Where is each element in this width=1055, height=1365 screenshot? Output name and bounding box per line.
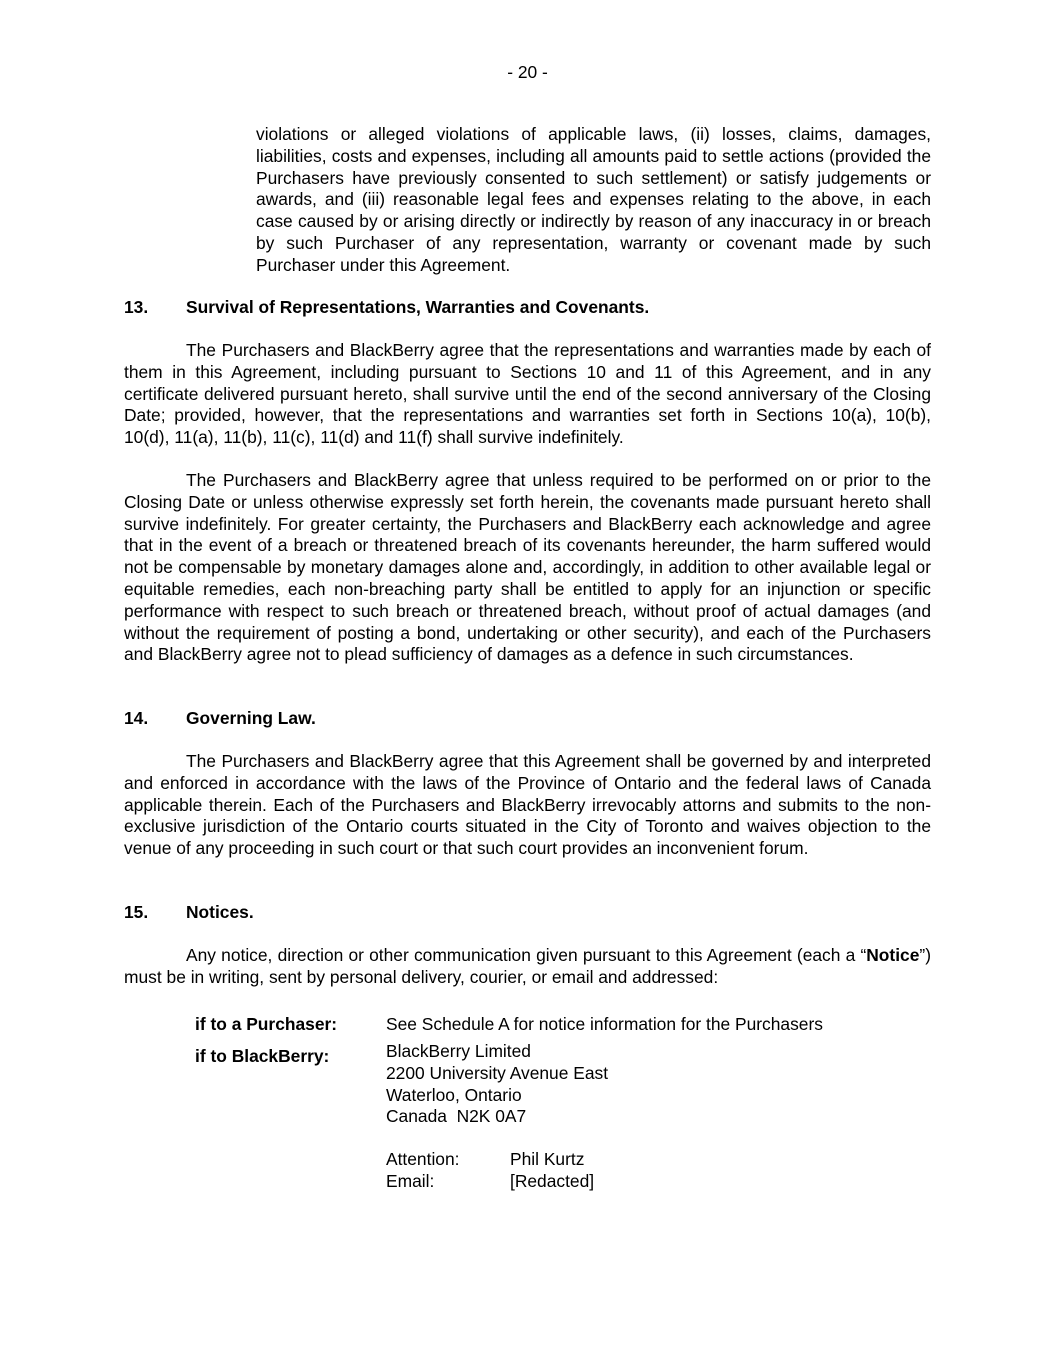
address-line: BlackBerry Limited <box>386 1041 531 1061</box>
email-label: Email: <box>386 1171 435 1191</box>
defined-term: Notice <box>866 945 920 965</box>
section-number: 14. <box>124 708 149 728</box>
section-14-paragraph: The Purchasers and BlackBerry agree that this Agreement shall be governed by and interpreted and enforced in accordance with the laws of the Province of Ontario and the federal laws of Canada applicable therein. Each of the Purchasers and BlackBerry irrevocably attorns and submits to the non-exclusive jurisdiction of the Ontario courts situated in the City of Toronto and waives objection to the venue of any proceeding in such court or that such court provides an inconvenient forum. <box>124 751 931 859</box>
address-line: Canada N2K 0A7 <box>386 1106 527 1127</box>
section-title: Survival of Representations, Warranties and Covenants. <box>186 297 650 317</box>
page-number: - 20 - <box>507 62 548 82</box>
section-13-paragraph-2: The Purchasers and BlackBerry agree that unless required to be performed on or prior to the Closing Date or unless otherwise expressly set forth herein, the covenants made pursuant hereto shall survive indefinitely. For greater certainty, the Purchasers and BlackBerry each acknowledge and agree that in the event of a breach or threatened breach of its covenants hereunder, the harm suffered would not be compensable by monetary damages alone and, accordingly, in addition to other available legal or equitable remedies, each non-breaching party shall be entitled to apply for an injunction or specific performance with respect to such breach or threatened breach, without proof of actual damages (and without the requirement of posting a bond, undertaking or other security), and each of the Purchasers and BlackBerry agree not to plead sufficiency of damages as a defence in such circumstances. <box>124 470 931 665</box>
address-line: 2200 University Avenue East <box>386 1062 609 1083</box>
section-13-heading <box>124 297 649 319</box>
continued-paragraph: violations or alleged violations of applicable laws, (ii) losses, claims, damages, liabilities, costs and expenses, including all amounts paid to settle actions (provided the Purchasers have previously consented to such settlement) or satisfy judgements or awards, and (iii) reasonable legal fees and expenses relating to the above, in each case caused by or arising directly or indirectly by reason of any inaccuracy in or breach by such Purchaser of any representation, warranty or covenant made by such Purchaser under this Agreement. <box>256 124 931 275</box>
blackberry-label: if to BlackBerry: <box>195 1046 330 1066</box>
text: ”) must be in writing, sent by personal delivery, courier, or email and addressed: <box>124 945 931 987</box>
email-value: [Redacted] <box>510 1171 595 1191</box>
section-number: 15. <box>124 902 149 922</box>
attention-label: Attention: <box>386 1149 460 1169</box>
section-13-paragraph-1: The Purchasers and BlackBerry agree that the representations and warranties made by each of them in this Agreement, including pursuant to Sections 10 and 11 of this Agreement, and in any certificate delivered pursuant hereto, shall survive until the end of the second anniversary of the Closing Date; provided, however, that the representations and warranties set forth in Sections 10(a), 10(b), 10(d), 11(a), 11(b), 11(c), 11(d) and 11(f) shall survive indefinitely. <box>124 340 931 448</box>
purchaser-value: See Schedule A for notice information for the Purchasers <box>386 1014 823 1034</box>
section-title: Notices. <box>186 902 254 922</box>
section-14-heading <box>124 708 316 730</box>
section-15-heading <box>124 902 254 924</box>
section-title: Governing Law. <box>186 708 316 728</box>
section-number: 13. <box>124 297 149 317</box>
blackberry-address <box>386 1041 608 1128</box>
section-15-paragraph <box>124 945 931 989</box>
text: Any notice, direction or other communication given pursuant to this Agreement (each a “ <box>186 945 867 965</box>
attention-value: Phil Kurtz <box>510 1149 585 1169</box>
purchaser-label: if to a Purchaser: <box>195 1014 338 1034</box>
address-line: Waterloo, Ontario <box>386 1084 522 1105</box>
